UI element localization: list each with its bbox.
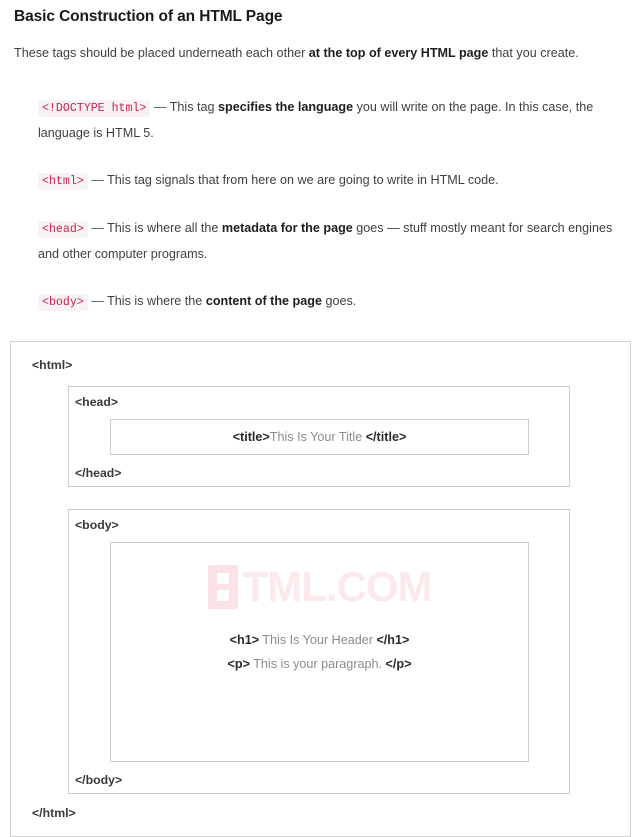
h1-close-tag: </h1> bbox=[376, 632, 410, 647]
dash-separator: — bbox=[91, 220, 104, 235]
tag-description-body bbox=[10, 289, 631, 315]
h1-open-tag: <h1> bbox=[229, 632, 260, 647]
diagram-head-open-tag: <head> bbox=[75, 394, 119, 409]
dash-separator: — bbox=[91, 293, 104, 308]
desc-before: This tag bbox=[166, 99, 219, 114]
dash-separator: — bbox=[153, 99, 167, 114]
diagram-html-open-tag: <html> bbox=[32, 357, 73, 372]
tag-description-html bbox=[10, 168, 631, 194]
title-close-tag: </title> bbox=[365, 429, 407, 444]
code-tag-doctype: <!DOCTYPE html> bbox=[38, 100, 150, 117]
h1-content: This Is Your Header bbox=[259, 632, 377, 647]
html-structure-diagram bbox=[10, 341, 631, 837]
tag-description-doctype bbox=[10, 95, 631, 146]
diagram-title-line bbox=[233, 425, 407, 449]
watermark-text: TML.COM bbox=[242, 562, 432, 610]
intro-text-bold: at the top of every HTML page bbox=[308, 46, 489, 60]
diagram-body-box bbox=[68, 509, 570, 794]
p-content: This is your paragraph. bbox=[249, 656, 386, 671]
html-com-watermark bbox=[111, 562, 528, 610]
title-content: This Is Your Title bbox=[269, 429, 366, 444]
intro-paragraph bbox=[10, 27, 631, 64]
page-title: Basic Construction of an HTML Page bbox=[14, 8, 283, 25]
desc-before: This is where all the bbox=[103, 220, 222, 235]
p-open-tag: <p> bbox=[227, 656, 250, 671]
desc-before: This is where the bbox=[103, 293, 206, 308]
title-open-tag: <title> bbox=[232, 429, 270, 444]
diagram-title-box bbox=[110, 419, 529, 455]
tag-description-list bbox=[10, 64, 631, 315]
desc-after: you will write on the page. In this case, the language is HTML 5. bbox=[38, 99, 594, 140]
diagram-body-close-tag: </body> bbox=[75, 772, 123, 787]
desc-after: goes. bbox=[321, 293, 357, 308]
diagram-head-box bbox=[68, 386, 570, 487]
code-tag-body: <body> bbox=[38, 294, 88, 311]
html-logo-icon bbox=[208, 565, 238, 609]
diagram-p-line bbox=[228, 652, 412, 676]
diagram-body-open-tag: <body> bbox=[75, 517, 119, 532]
desc-bold: specifies the language bbox=[218, 99, 354, 114]
desc-before: This tag signals that from here on we are going to write in HTML code. bbox=[103, 172, 499, 187]
desc-bold: content of the page bbox=[205, 293, 322, 308]
code-tag-html: <html> bbox=[38, 173, 88, 190]
diagram-html-close-tag: </html> bbox=[32, 805, 76, 820]
desc-bold: metadata for the page bbox=[221, 220, 353, 235]
diagram-body-content-box bbox=[110, 542, 529, 762]
diagram-head-close-tag: </head> bbox=[75, 465, 122, 480]
intro-text-before: These tags should be placed underneath each other bbox=[14, 46, 309, 60]
p-close-tag: </p> bbox=[385, 656, 412, 671]
diagram-h1-line bbox=[230, 628, 410, 652]
code-tag-head: <head> bbox=[38, 221, 88, 238]
tag-description-head bbox=[10, 216, 631, 267]
intro-text-after: that you create. bbox=[488, 46, 579, 60]
dash-separator: — bbox=[91, 172, 104, 187]
desc-after: goes — stuff mostly meant for search engines and other computer programs. bbox=[38, 220, 613, 261]
